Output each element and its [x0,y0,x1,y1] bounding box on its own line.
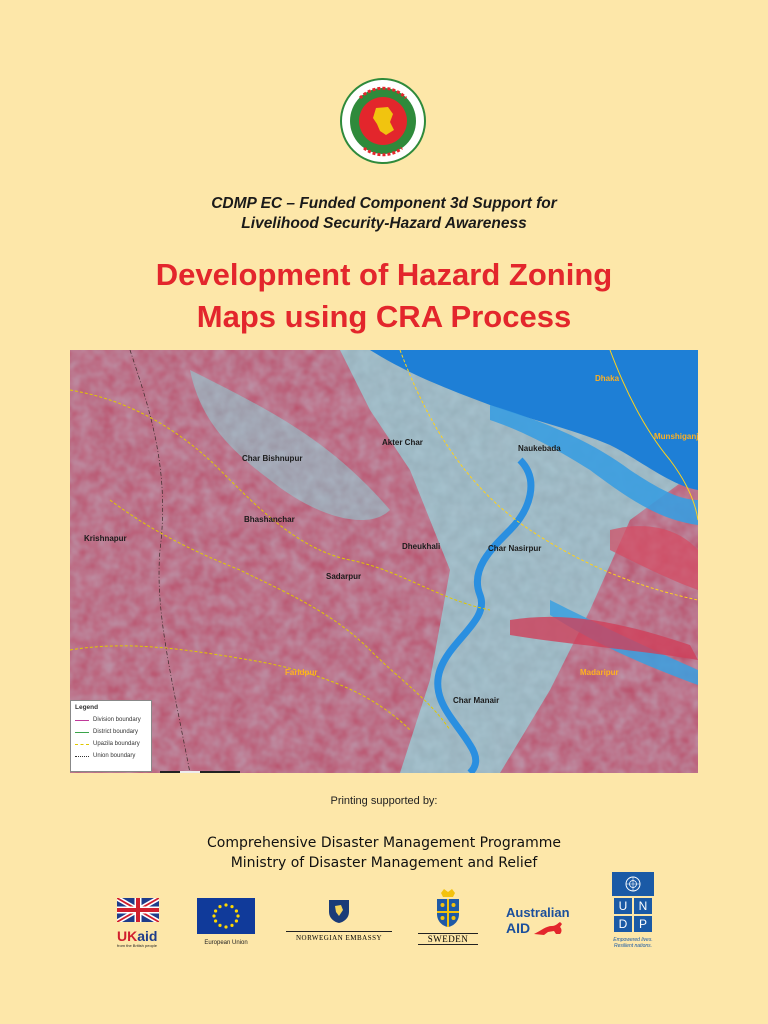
un-emblem-icon [624,875,642,893]
map-label-munshiganj: Munshiganj [654,432,698,441]
undp-letter-p: P [634,916,652,932]
satellite-map [70,350,698,773]
map-label-dheukhali: Dheukhali [402,542,441,551]
eu-caption: European Union [204,940,248,946]
map-label-madaripur: Madaripur [580,668,619,677]
legend-title: Legend [75,704,99,711]
legend-item [75,750,147,762]
legend-item [75,714,147,726]
sweden-logo [418,888,478,945]
subtitle-line-1: CDMP EC – Funded Component 3d Support for [211,195,557,212]
legend-swatch [75,732,89,733]
ukaid-logo [117,898,163,948]
eu-flag-icon [197,898,255,934]
programme-subtitle [0,194,768,234]
undp-block [612,872,654,934]
undp-logo [610,872,656,949]
undp-letter-d: D [614,916,632,932]
legend-swatch [75,720,89,721]
map-label-naukebada: Naukebada [518,444,561,453]
legend-item-label: Union boundary [93,753,136,759]
legend-swatch [75,756,89,757]
legend-item-label: Upazila boundary [93,741,140,747]
european-union-logo [196,898,256,946]
norway-caption: NORWEGIAN EMBASSY [286,931,392,942]
legend-item [75,726,147,738]
subtitle-line-2: Livelihood Security-Hazard Awareness [241,215,527,232]
ukaid-uk: UK [117,928,138,944]
title-line-1: Development of Hazard Zoning [155,257,613,292]
ukaid-tagline: from the British people [117,943,158,948]
bangladesh-government-seal [340,78,426,164]
ministry-name: Ministry of Disaster Management and Relief [230,855,538,871]
map-label-dhaka: Dhaka [595,374,620,383]
title-line-2: Maps using CRA Process [196,299,572,334]
ausaid-line1: Australian [506,905,570,920]
ausaid-line2: AID [506,920,531,936]
map-label-bhashanchar: Bhashanchar [244,515,295,524]
map-label-akter-char: Akter Char [382,438,423,447]
ukaid-aid: aid [137,928,158,944]
union-jack-icon [117,898,159,922]
undp-tagline-2: Resilient nations. [613,943,653,949]
map-label-char-manair: Char Manair [453,696,500,705]
map-label-char-nasirpur: Char Nasirpur [488,544,542,553]
map-scale-bar [160,762,240,766]
legend-item [75,738,147,750]
map-label-sadarpur: Sadarpur [326,572,362,581]
undp-letter-n: N [634,898,652,914]
legend-swatch [75,744,89,745]
legend-item-label: Division boundary [93,717,141,723]
map-label-krishnapur: Krishnapur [84,534,127,543]
sweden-coat-of-arms-icon [433,888,463,928]
sweden-caption: SWEDEN [418,933,478,945]
undp-letter-u: U [614,898,632,914]
kangaroo-icon [532,920,568,936]
programme-name: Comprehensive Disaster Management Programme [207,835,561,851]
legend-item-label: District boundary [93,729,139,735]
norway-coat-of-arms-icon [326,898,352,924]
printing-supported-label: Printing supported by: [330,795,438,807]
undp-tagline-1: Empowered lives. [613,937,653,943]
map-label-char-bishnupur: Char Bishnupur [242,454,303,463]
report-title [0,254,768,338]
programme-organisation [0,833,768,873]
norwegian-embassy-logo [286,898,392,942]
map-label-faridpur: Faridpur [285,668,318,677]
australian-aid-logo [506,906,592,936]
satellite-map-image [70,350,698,773]
map-legend [70,700,152,772]
